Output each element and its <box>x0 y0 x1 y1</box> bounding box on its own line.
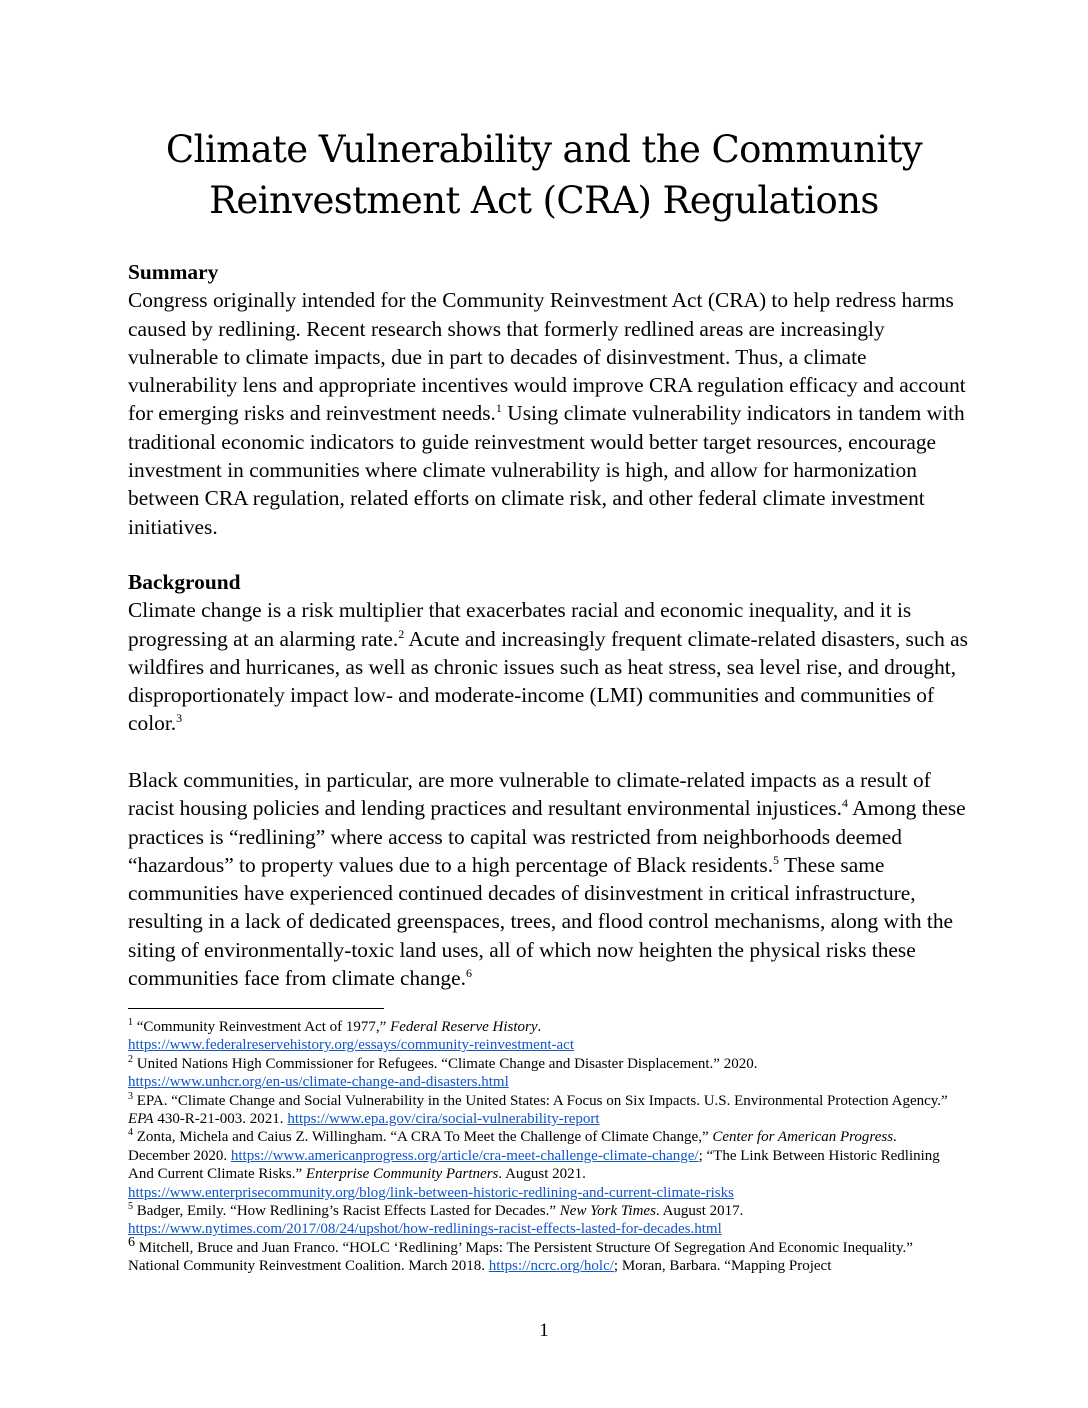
footnote-text: 430-R-21-003. 2021. <box>153 1111 288 1128</box>
footnote-ref-4[interactable]: 4 <box>842 796 849 811</box>
background-heading: Background <box>128 570 241 594</box>
background-text-b: Acute and increasingly frequent climate-related disasters, such as wildfires and hurricanes, as well as chronic issues such as heat stress, sea level rise, and drought, disproportionately impact low- and moderate-income (LMI) communities and communities of color. <box>128 626 968 736</box>
footnote-link[interactable]: https://www.enterprisecommunity.org/blog/link-between-historic-redlining-and-current-climate-risks <box>128 1184 734 1201</box>
footnote-link[interactable]: https://www.americanprogress.org/article/cra-meet-challenge-climate-change/ <box>230 1147 699 1164</box>
footnote-text: ; Moran, Barbara. “Mapping Project <box>613 1258 832 1275</box>
footnote-ref-6[interactable]: 6 <box>465 965 472 980</box>
footnote-text: Zonta, Michela and Caius Z. Willingham. “A CRA To Meet the Challenge of Climate Change,” <box>133 1129 713 1146</box>
footnote-1 <box>128 1018 948 1055</box>
footnote-text: . August 2021. <box>498 1166 586 1183</box>
para3-text-b: Among these practices is “redlining” where access to capital was restricted from neighborhoods deemed “hazardous” to property values due to a high percentage of Black residents. <box>128 796 966 877</box>
footnote-text: United Nations High Commissioner for Refugees. “Climate Change and Disaster Displacement.” 2020. <box>133 1055 758 1072</box>
footnote-link[interactable]: https://www.federalreservehistory.org/essays/community-reinvestment-act <box>128 1037 574 1054</box>
footnote-italic: Enterprise Community Partners <box>305 1166 499 1183</box>
footnote-4 <box>128 1128 948 1202</box>
footnote-number: 5 <box>128 1201 133 1213</box>
black-communities-paragraph <box>128 766 968 992</box>
background-section <box>128 568 968 738</box>
footnote-italic: Center for American Progress <box>712 1129 894 1146</box>
footnote-ref-5[interactable]: 5 <box>773 852 780 867</box>
footnote-text: . <box>537 1019 542 1035</box>
page-number: 1 <box>539 1320 549 1341</box>
summary-text-b: Using climate vulnerability indicators in tandem with traditional economic indicators to guide reinvestment would better target resources, encourage investment in communities where climate vulnerability is high, and allow for harmonization between CRA regulation, related efforts on climate risk, and other federal climate investment initiatives. <box>128 401 965 539</box>
footnote-italic: EPA <box>128 1111 154 1128</box>
footnote-number: 1 <box>128 1017 133 1028</box>
footnote-number: 2 <box>128 1053 133 1065</box>
footnote-italic: Federal Reserve History <box>390 1019 538 1035</box>
para3-text-c: These same communities have experienced continued decades of disinvestment in critical infrastructure, resulting in a lack of dedicated greenspaces, trees, and flood control mechanisms, along with the siting of environmentally-toxic land uses, all of which now heighten the physical risks these communities face from climate change. <box>128 852 954 991</box>
para3-text-a: Black communities, in particular, are more vulnerable to climate-related impacts as a result of racist housing policies and lending practices and resultant environmental injustices. <box>128 768 931 821</box>
footnote-5 <box>128 1202 948 1239</box>
footnote-text: “Community Reinvestment Act of 1977,” <box>133 1019 391 1035</box>
footnote-link[interactable]: https://ncrc.org/holc/ <box>488 1258 614 1275</box>
footnote-text: . August 2017. <box>655 1203 744 1220</box>
footnote-ref-3[interactable]: 3 <box>176 711 183 726</box>
footnote-6 <box>128 1234 948 1276</box>
footnote-link[interactable]: https://www.unhcr.org/en-us/climate-change-and-disasters.html <box>128 1074 509 1091</box>
footnote-italic: New York Times <box>559 1203 656 1220</box>
footnote-ref-2[interactable]: 2 <box>398 626 405 641</box>
footnote-3 <box>128 1092 948 1129</box>
page-title <box>0 124 1088 226</box>
background-text-a: Climate change is a risk multiplier that exacerbates racial and economic inequality, and it is progressing at an alarming rate. <box>128 598 912 651</box>
footnote-text: . December 2020. <box>128 1129 897 1164</box>
footnote-number: 6 <box>128 1234 135 1250</box>
footnote-number: 3 <box>128 1090 133 1102</box>
footnote-2 <box>128 1055 948 1092</box>
summary-text-a: Congress originally intended for the Community Reinvestment Act (CRA) to help redress harms caused by redlining. Recent research shows that formerly redlined areas are increasingly vulnerable to climate impacts, due in part to decades of disinvestment. Thus, a climate vulnerability lens and appropriate incentives would improve CRA regulation efficacy and account for emerging risks and reinvestment needs. <box>128 288 966 426</box>
footnote-text: EPA. “Climate Change and Social Vulnerability in the United States: A Focus on Six Impacts. U.S. Environmental Protection Agency.” <box>133 1092 948 1109</box>
footnote-text: Badger, Emily. “How Redlining’s Racist Effects Lasted for Decades.” <box>133 1203 560 1220</box>
footnote-number: 4 <box>128 1127 133 1139</box>
footnotes <box>128 1018 948 1276</box>
footnote-text: ; “The Link Between Historic Redlining And Current Climate Risks.” <box>128 1147 940 1183</box>
footnote-link[interactable]: https://www.epa.gov/cira/social-vulnerability-report <box>287 1111 600 1128</box>
title-line-1: Climate Vulnerability and the Community <box>165 128 923 171</box>
footnote-ref-1[interactable]: 1 <box>495 401 502 416</box>
footnote-divider <box>128 1008 384 1009</box>
footnote-link[interactable]: https://www.nytimes.com/2017/08/24/upshot/how-redlinings-racist-effects-lasted-for-decades.html <box>128 1221 722 1238</box>
footnote-text: Mitchell, Bruce and Juan Franco. “HOLC ‘Redlining’ Maps: The Persistent Structure Of Segregation And Economic Inequality.” National Community Reinvestment Coalition. March 2018. <box>128 1239 913 1275</box>
summary-heading: Summary <box>128 260 219 284</box>
title-line-2: Reinvestment Act (CRA) Regulations <box>209 179 879 222</box>
summary-section <box>128 258 968 541</box>
